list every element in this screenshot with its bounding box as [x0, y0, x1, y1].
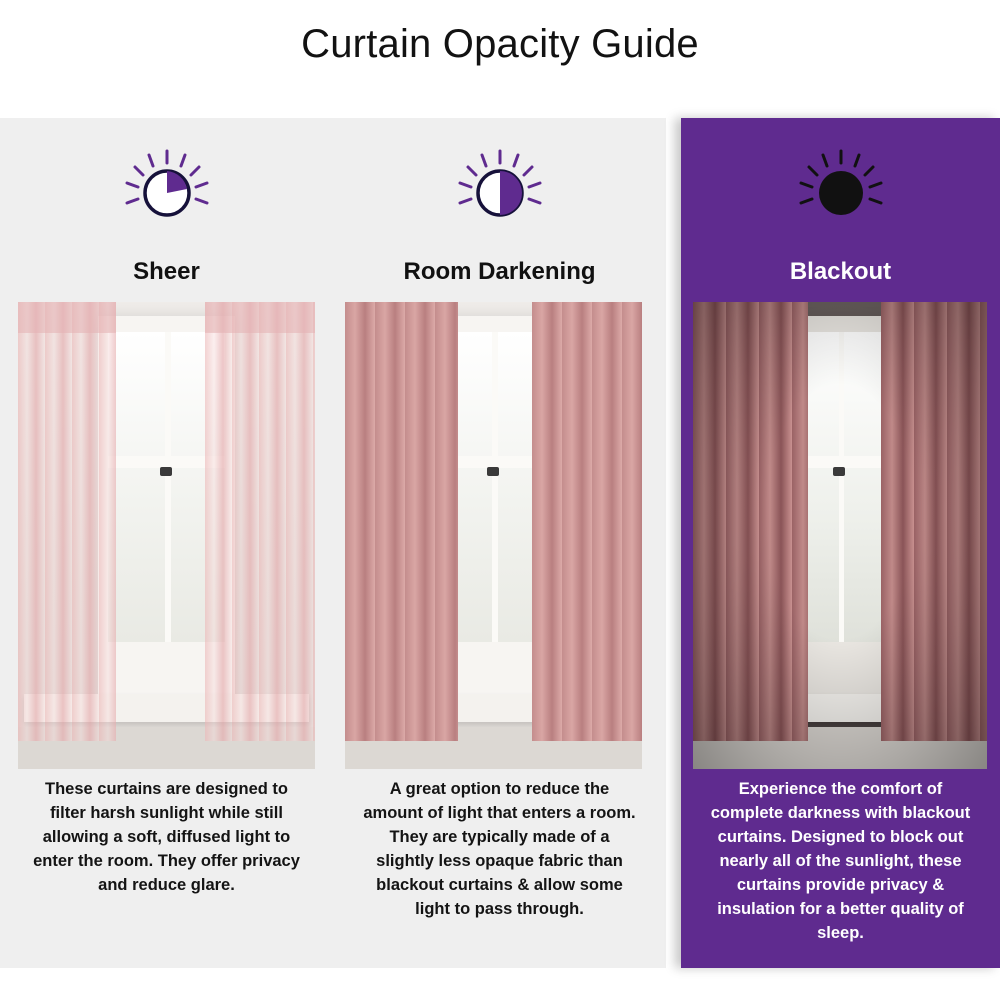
- panel-description-blackout: Experience the comfort of complete darkness with blackout curtains. Designed to block out nearly all of the sunlight, these curtains provide privacy & insulation for a better quality of sleep.: [710, 780, 971, 942]
- sun-opacity-full-icon: [681, 138, 1000, 248]
- panels-container: [0, 118, 1000, 968]
- page-title: Curtain Opacity Guide: [301, 22, 699, 66]
- panel-description-room-darkening: A great option to reduce the amount of light that enters a room. They are typically made of a slightly less opaque fabric than blackout curtains & allow some light to pass through.: [363, 780, 636, 918]
- panel-label-sheer: Sheer: [133, 258, 200, 285]
- panel-description-sheer: These curtains are designed to filter harsh sunlight while still allowing a soft, diffused light to enter the room. They offer privacy and reduce glare.: [33, 780, 300, 894]
- panel-blackout[interactable]: [681, 118, 1000, 968]
- sun-opacity-quarter-icon: [0, 138, 333, 248]
- sun-opacity-half-icon: [333, 138, 666, 248]
- panel-sheer[interactable]: [0, 118, 333, 968]
- panel-room-darkening[interactable]: [333, 118, 666, 968]
- panel-label-blackout: Blackout: [789, 258, 892, 285]
- photo-blackout: [693, 302, 987, 769]
- photo-sheer: [18, 302, 315, 769]
- photo-room-darkening: [345, 302, 642, 769]
- panel-label-room-darkening: Room Darkening: [403, 258, 596, 285]
